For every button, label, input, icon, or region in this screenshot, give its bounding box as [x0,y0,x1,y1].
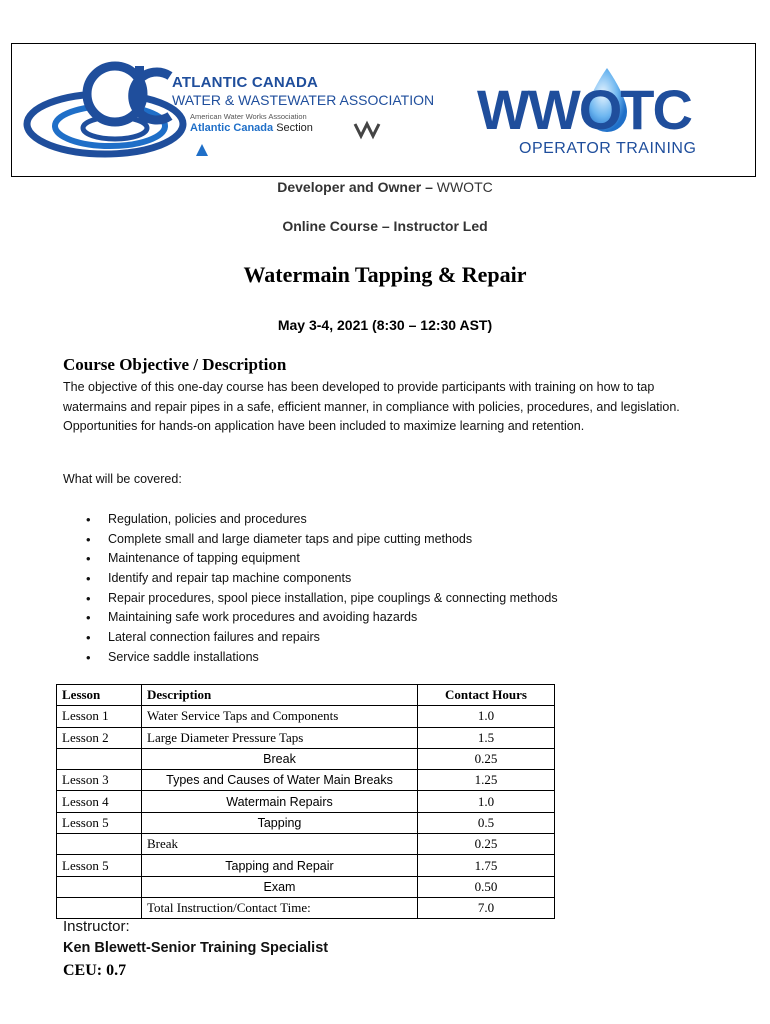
ac-line-3: American Water Works Association [190,112,307,121]
course-title: Watermain Tapping & Repair [243,262,527,287]
table-row [57,812,555,833]
header-logo-box [11,43,756,177]
developer-label: Developer and Owner – [277,179,437,195]
header-description: Description [142,685,418,706]
cell-hours: 1.0 [418,791,555,812]
cell-description: Watermain Repairs [142,791,418,812]
cell-hours: 0.25 [418,748,555,769]
table-header-row [57,685,555,706]
table-row [57,727,555,748]
cell-description: Water Service Taps and Components [142,706,418,727]
developer-value: WWOTC [436,179,493,195]
list-item: • Maintaining safe work procedures and avoiding hazards [86,608,558,628]
instructor-label: Instructor: [63,918,130,935]
list-item: • Regulation, policies and procedures [86,510,558,530]
cell-description: Tapping and Repair [142,855,418,876]
table-row [57,770,555,791]
table-row [57,855,555,876]
header-lesson: Lesson [57,685,142,706]
cell-description: Types and Causes of Water Main Breaks [142,770,418,791]
cell-description: Exam [142,876,418,897]
table-total-row [57,897,555,918]
list-item: • Service saddle installations [86,648,558,668]
cell-lesson: Lesson 5 [57,855,142,876]
wwotc-logo [477,62,727,172]
cell-description: Break [142,834,418,855]
ceu-value: CEU: 0.7 [63,962,127,979]
cell-lesson [57,897,142,918]
cell-hours: 1.5 [418,727,555,748]
cell-hours: 0.25 [418,834,555,855]
list-item: • Repair procedures, spool piece installation, pipe couplings & connecting methods [86,589,558,609]
course-dates: May 3-4, 2021 (8:30 – 12:30 AST) [277,317,493,333]
course-type: Online Course – Instructor Led [282,218,488,234]
total-label: Total Instruction/Contact Time: [142,897,418,918]
list-item: • Lateral connection failures and repairs [86,628,558,648]
ac-association-text [172,74,434,134]
table-row [57,876,555,897]
ac-line-2: WATER & WASTEWATER ASSOCIATION [172,92,435,108]
list-item: • Identify and repair tap machine components [86,569,558,589]
wwotc-wordmark: WWOTC [477,78,691,141]
cell-hours: 1.75 [418,855,555,876]
objective-text: The objective of this one-day course has been developed to provide participants with training on how to tap watermains and repair pipes in a safe, efficient manner, in compliance with policies, procedures, and legislation. Opportunities for hands-on application have been included to maximize learning and retention. [63,380,680,433]
cell-lesson [57,834,142,855]
ac-line-1: ATLANTIC CANADA [172,74,319,91]
cell-description: Tapping [142,812,418,833]
table-row [57,748,555,769]
covered-list [86,510,558,668]
cell-hours: 0.50 [418,876,555,897]
header-contact-hours: Contact Hours [418,685,555,706]
objective-heading: Course Objective / Description [63,355,287,374]
cell-description: Break [142,748,418,769]
list-item: • Maintenance of tapping equipment [86,549,558,569]
cell-lesson [57,748,142,769]
cell-lesson: Lesson 1 [57,706,142,727]
table-row [57,706,555,727]
cell-lesson: Lesson 2 [57,727,142,748]
wwotc-subtitle: OPERATOR TRAINING [519,140,697,157]
table-row [57,791,555,812]
section-text: Section [276,122,313,134]
cell-lesson: Lesson 3 [57,770,142,791]
schedule-table [56,684,555,919]
cell-description: Large Diameter Pressure Taps [142,727,418,748]
instructor-name: Ken Blewett-Senior Training Specialist [63,940,329,956]
cell-hours: 1.0 [418,706,555,727]
cell-lesson: Lesson 4 [57,791,142,812]
cell-lesson [57,876,142,897]
total-hours: 7.0 [418,897,555,918]
table-row [57,834,555,855]
covered-label: What will be covered: [63,472,182,486]
cell-hours: 0.5 [418,812,555,833]
cell-hours: 1.25 [418,770,555,791]
awwa-text: Atlantic Canada [190,122,274,134]
developer-line [0,179,770,195]
cell-lesson: Lesson 5 [57,812,142,833]
list-item: • Complete small and large diameter taps and pipe cutting methods [86,530,558,550]
ac-line-4 [190,122,434,134]
